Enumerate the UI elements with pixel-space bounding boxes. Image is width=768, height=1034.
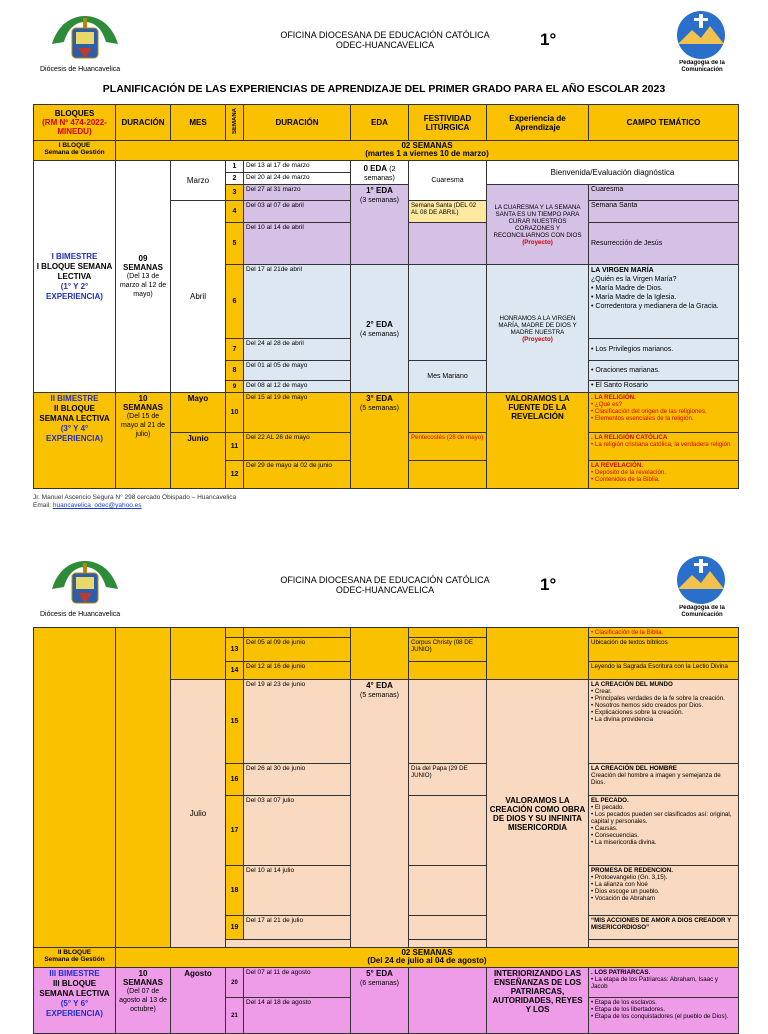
week-number: 18	[226, 866, 244, 916]
grade-label: 1°	[540, 30, 557, 49]
col-mes: MES	[171, 105, 226, 141]
week-dates: Del 24 al 28 de abril	[244, 339, 351, 361]
month-agosto: Agosto	[171, 968, 226, 1034]
campo-catolica: . LA RELIGIÓN CATÓLICA • La religión cristiana católica, la verdadera religión	[589, 433, 739, 461]
gestion-duration-2: 02 SEMANAS (Del 24 de julio al 04 de agosto)	[116, 948, 739, 968]
gestion-block-2: II BLOQUE Semana de Gestión	[34, 948, 116, 968]
fest-corpus: Corpus Christy (08 DE JUNIO)	[409, 638, 487, 662]
week-number: 1	[226, 161, 244, 173]
week-number: 13	[226, 638, 244, 662]
campo-etapas	[589, 998, 739, 1034]
fest-papa: Día del Papa (29 DE JUNIO)	[409, 764, 487, 796]
campo-etapas-items: • Etapa de los esclavos. • Etapa de los libertadores. • Etapa de los conquistadores (el pueblo de Dios).	[591, 999, 729, 1020]
diocese-coat-of-arms-logo	[48, 14, 122, 64]
week-number: 4	[226, 201, 244, 223]
week-number-blank	[226, 628, 244, 638]
week-dates: Del 10 al 14 de abril	[244, 223, 351, 265]
footer-address: Jr. Manuel Ascencio Segura N° 298 cercado Obispado – Huancavelica	[33, 494, 237, 501]
col-duracion: DURACIÓN	[116, 105, 171, 141]
week-number: 3	[226, 185, 244, 201]
fest-cuaresma: Cuaresma	[409, 161, 487, 201]
eda-3-cont	[351, 628, 409, 680]
week-dates: Del 10 al 14 julio	[244, 866, 351, 916]
campo-religion: . LA RELIGIÓN. • ¿Qué es? • Clasificación del origen de las religiones. • Elementos esenciales de la religión.	[589, 393, 739, 433]
fest-pentecostes: Pentecostés (28 de mayo)	[409, 433, 487, 461]
week-dates: Del 12 al 16 de junio	[244, 662, 351, 680]
campo-resurreccion: Resurrección de Jesús	[589, 223, 739, 265]
bimestre-2-cont	[34, 628, 116, 948]
week-dates: Del 14 al 18 de agosto	[244, 998, 351, 1034]
week-row-1	[34, 161, 739, 173]
fest-blank	[409, 916, 487, 940]
experience-2: HONRAMOS A LA VIRGEN MARÍA, MADRE DE DIOS Y MADRE NUESTRA (Proyecto)	[487, 265, 589, 393]
col-campo: CAMPO TEMÁTICO	[589, 105, 739, 141]
campo-clasificacion: • Clasificación de la Biblia.	[589, 628, 739, 638]
experience-5: INTERIORIZANDO LAS ENSEÑANZAS DE LOS PATRIARCAS, AUTORIDADES, REYES Y LOS	[487, 968, 589, 1034]
eda-1: 1° EDA (3 semanas)	[351, 185, 409, 265]
experience-3: VALORAMOS LA FUENTE DE LA REVELACIÓN	[487, 393, 589, 489]
header-row	[34, 105, 739, 141]
fest-blank	[409, 796, 487, 866]
exp-3-cont	[487, 628, 589, 680]
week-dates: Del 26 al 30 de junio	[244, 764, 351, 796]
campo-rosario: • El Santo Rosario	[589, 381, 739, 393]
office-line-2: ODEC-HUANCAVELICA	[335, 40, 435, 50]
month-abril: Abril	[171, 201, 226, 393]
planning-table-2	[33, 627, 739, 1034]
week-number: 2	[226, 173, 244, 185]
fest-empty-2	[409, 265, 487, 361]
office-name	[240, 30, 530, 50]
bimestre-3-duration: 10 SEMANAS (Del 07 de agosto al 13 de octubre)	[116, 968, 171, 1034]
eda-5: 5° EDA (6 semanas)	[351, 968, 409, 1034]
bimestre-2-duration: 10 SEMANAS (Del 15 de mayo al 21 de julio)	[116, 393, 171, 489]
week-dates: Del 03 al 07 julio	[244, 796, 351, 866]
fest-mes-mariano: Mes Mariano	[409, 361, 487, 393]
week-dates-blank	[244, 628, 351, 638]
eda-4: 4° EDA (5 semanas)	[351, 680, 409, 948]
eda-0: 0 EDA (2 semanas)	[351, 161, 409, 185]
diocese-caption: Diócesis de Huancavelica	[40, 66, 121, 73]
week-number: 5	[226, 223, 244, 265]
experience-1: LA CUARESMA Y LA SEMANA SANTA ES UN TIEMPO PARA CURAR NUESTROS CORAZONES Y RECONCILIARNOS CON DIOS (Proyecto)	[487, 185, 589, 265]
week-dates: Del 08 al 12 de mayo	[244, 381, 351, 393]
bimestre-1-duration: 09 SEMANAS (Del 13 de marzo al 12 de mayo)	[116, 161, 171, 393]
week-number: 9	[226, 381, 244, 393]
experience-4: VALORAMOS LA CREACIÓN COMO OBRA DE DIOS Y SU INFINITA MISERICORDIA	[487, 680, 589, 948]
week-dates: Del 22 AL 26 de mayo	[244, 433, 351, 461]
week-dates: Del 17 al 21 de julio	[244, 916, 351, 940]
week-number: 10	[226, 393, 244, 433]
campo-leyendo: Leyendo la Sagrada Escritura con la Lectio Divina	[589, 662, 739, 680]
fest-semana-santa: Semana Santa (DEL 02 AL 08 DE ABRIL)	[409, 201, 487, 223]
planning-table-1	[33, 104, 739, 489]
campo-cuaresma: Cuaresma	[589, 185, 739, 201]
col-festividad: FESTIVIDAD LITÚRGICA	[409, 105, 487, 141]
week-number: 21	[226, 998, 244, 1034]
eda-3: 3° EDA (5 semanas)	[351, 393, 409, 489]
col-experiencia: Experiencia de Aprendizaje	[487, 105, 589, 141]
pedagogy-caption: Pedagogía de la Comunicación	[679, 60, 725, 73]
gestion-block: I BLOQUE Semana de Gestión	[34, 141, 116, 161]
week-row-20	[34, 968, 739, 998]
diocese-caption: Diócesis de Huancavelica	[40, 611, 121, 618]
month-junio: Junio	[171, 433, 226, 489]
campo-promesa: PROMESA DE REDENCION. • Protoevangelio (Gn. 3,15). • La alianza con Noé • Dios escoge un pueblo. • Vocación de Abraham	[589, 866, 739, 916]
fest-blank	[409, 680, 487, 764]
page-header	[0, 0, 768, 95]
week-dates: Del 07 al 11 de agosto	[244, 968, 351, 998]
gestion-duration: 02 SEMANAS (martes 1 a viernes 10 de marzo)	[116, 141, 739, 161]
fest-empty-3	[409, 393, 487, 433]
week-number: 17	[226, 796, 244, 866]
col-duracion-2: DURACIÓN	[244, 105, 351, 141]
week-number: 14	[226, 662, 244, 680]
month-julio: Julio	[171, 680, 226, 948]
campo-patriarcas: . LOS PATRIARCAS. • La etapa de los Patriarcas: Abraham, Isaac y Jacob	[589, 968, 739, 998]
campo-acciones: “MIS ACCIONES DE AMOR A DIOS CREADOR Y MISERICORDIOSO”	[589, 916, 739, 940]
campo-revelacion: LA REVELACIÓN. • Depósito de la revelación. • Contenidos de la Biblia.	[589, 461, 739, 489]
week-dates: Del 20 al 24 de marzo	[244, 173, 351, 185]
campo-hombre: LA CREACIÓN DEL HOMBRE Creación del hombre a imagen y semejanza de Dios.	[589, 764, 739, 796]
diocese-coat-of-arms-logo	[48, 559, 122, 609]
month-junio-cont	[171, 628, 226, 680]
bimestre-2: II BIMESTRE II BLOQUE SEMANA LECTIVA (3° Y 4° EXPERIENCIA)	[34, 393, 116, 489]
eda-2: 2° EDA (4 semanas)	[351, 265, 409, 393]
campo-privilegios: • Los Privilegios marianos.	[589, 339, 739, 361]
week-dates: Del 15 al 19 de mayo	[244, 393, 351, 433]
page-title: PLANIFICACIÓN DE LAS EXPERIENCIAS DE APRENDIZAJE DEL PRIMER GRADO PARA EL AÑO ESCOLAR 2023	[102, 83, 666, 95]
col-eda: EDA	[351, 105, 409, 141]
office-line-1: OFICINA DIOCESANA DE EDUCACIÓN CATÓLICA	[280, 30, 490, 40]
pedagogy-globe-logo	[668, 555, 734, 605]
fest-blank	[409, 866, 487, 916]
campo-ubicacion: Ubicación de textos bíblicos	[589, 638, 739, 662]
footer-email-link[interactable]: huancavelica_odec@yahoo.es	[52, 502, 142, 509]
page-2	[0, 545, 768, 1024]
duration-cont	[116, 628, 171, 948]
col-semana: SEMANA	[226, 105, 244, 141]
week-dates: Del 17 al 21de abril	[244, 265, 351, 339]
week-dates: Del 27 al 31 marzo	[244, 185, 351, 201]
bimestre-1: I BIMESTRE I BLOQUE SEMANA LECTIVA (1° Y 2° EXPERIENCIA)	[34, 161, 116, 393]
week-row-10	[34, 393, 739, 433]
campo-semana-santa: Semana Santa	[589, 201, 739, 223]
week-number: 6	[226, 265, 244, 339]
week-dates: Del 29 de mayo al 02 de junio	[244, 461, 351, 489]
gestion-row-2	[34, 948, 739, 968]
week-dates: Del 05 al 09 de junio	[244, 638, 351, 662]
week-dates: Del 13 al 17 de marzo	[244, 161, 351, 173]
bimestre-3: III BIMESTRE III BLOQUE SEMANA LECTIVA (5° Y 6° EXPERIENCIA)	[34, 968, 116, 1034]
week-number: 7	[226, 339, 244, 361]
month-mayo-2: Mayo	[171, 393, 226, 433]
gap-cell	[226, 940, 739, 948]
week-number: 11	[226, 433, 244, 461]
pedagogy-caption: Pedagogía de la Comunicación	[679, 605, 725, 618]
week-number: 15	[226, 680, 244, 764]
fest-blank	[409, 662, 487, 680]
campo-pecado-items: • El pecado. • Los pecados pueden ser clasificados así: original, capital y personales. • Causas. • Consecuencias. • La misericordia divina.	[591, 804, 732, 846]
week-dates: Del 19 al 23 de junio	[244, 680, 351, 764]
campo-creacion-items: • Crear. • Principales verdades de la fe sobre la creación. • Nosotros hemos sido creados por Dios. • Explicaciones sobre la creación. • La divina providencia	[591, 688, 725, 723]
footer-email-line: Email: huancavelica_odec@yahoo.es	[33, 502, 142, 509]
col-bloques: BLOQUES (RM Nº 474-2022-MINEDU)	[34, 105, 116, 141]
fest-empty-4	[409, 461, 487, 489]
week-number: 12	[226, 461, 244, 489]
week-number: 16	[226, 764, 244, 796]
month-marzo: Marzo	[171, 161, 226, 201]
pedagogy-globe-logo	[668, 10, 734, 60]
campo-creacion: LA CREACIÓN DEL MUNDO • Crear. • Principales verdades de la fe sobre la creación. • Nosotros hemos sido creados por Dios. • Explicaciones sobre la creación. • La divina providencia	[589, 680, 739, 764]
office-line-1: OFICINA DIOCESANA DE EDUCACIÓN CATÓLICA	[280, 575, 490, 585]
week-number: 20	[226, 968, 244, 998]
week-row-cont	[34, 628, 739, 638]
fest-empty	[409, 223, 487, 265]
office-line-2: ODEC-HUANCAVELICA	[335, 585, 435, 595]
office-name	[240, 575, 530, 595]
page-footer	[33, 494, 236, 510]
campo-virgen: LA VIRGEN MARÍA ¿Quién es la Virgen María? • María Madre de Dios. • María Madre de la Iglesia. • Corredentora y medianera de la Gracia.	[589, 265, 739, 339]
gestion-row-1	[34, 141, 739, 161]
week-dates: Del 01 al 05 de mayo	[244, 361, 351, 381]
campo-promesa-items: • Protoevangelio (Gn. 3,15). • La alianza con Noé • Dios escoge un pueblo. • Vocación de Abraham	[591, 874, 668, 902]
grade-label: 1°	[540, 575, 557, 594]
week-number: 8	[226, 361, 244, 381]
fest-blank	[409, 628, 487, 638]
week-number: 19	[226, 916, 244, 940]
page-header-2	[0, 545, 768, 625]
campo-pecado: EL PECADO. • El pecado. • Los pecados pueden ser clasificados así: original, capital y personales. • Causas. • Consecuencias. • La misericordia divina.	[589, 796, 739, 866]
campo-oraciones: • Oraciones marianas.	[589, 361, 739, 381]
bienvenida: Bienvenida/Evaluación diagnóstica	[487, 161, 739, 185]
week-dates: Del 03 al 07 de abril	[244, 201, 351, 223]
